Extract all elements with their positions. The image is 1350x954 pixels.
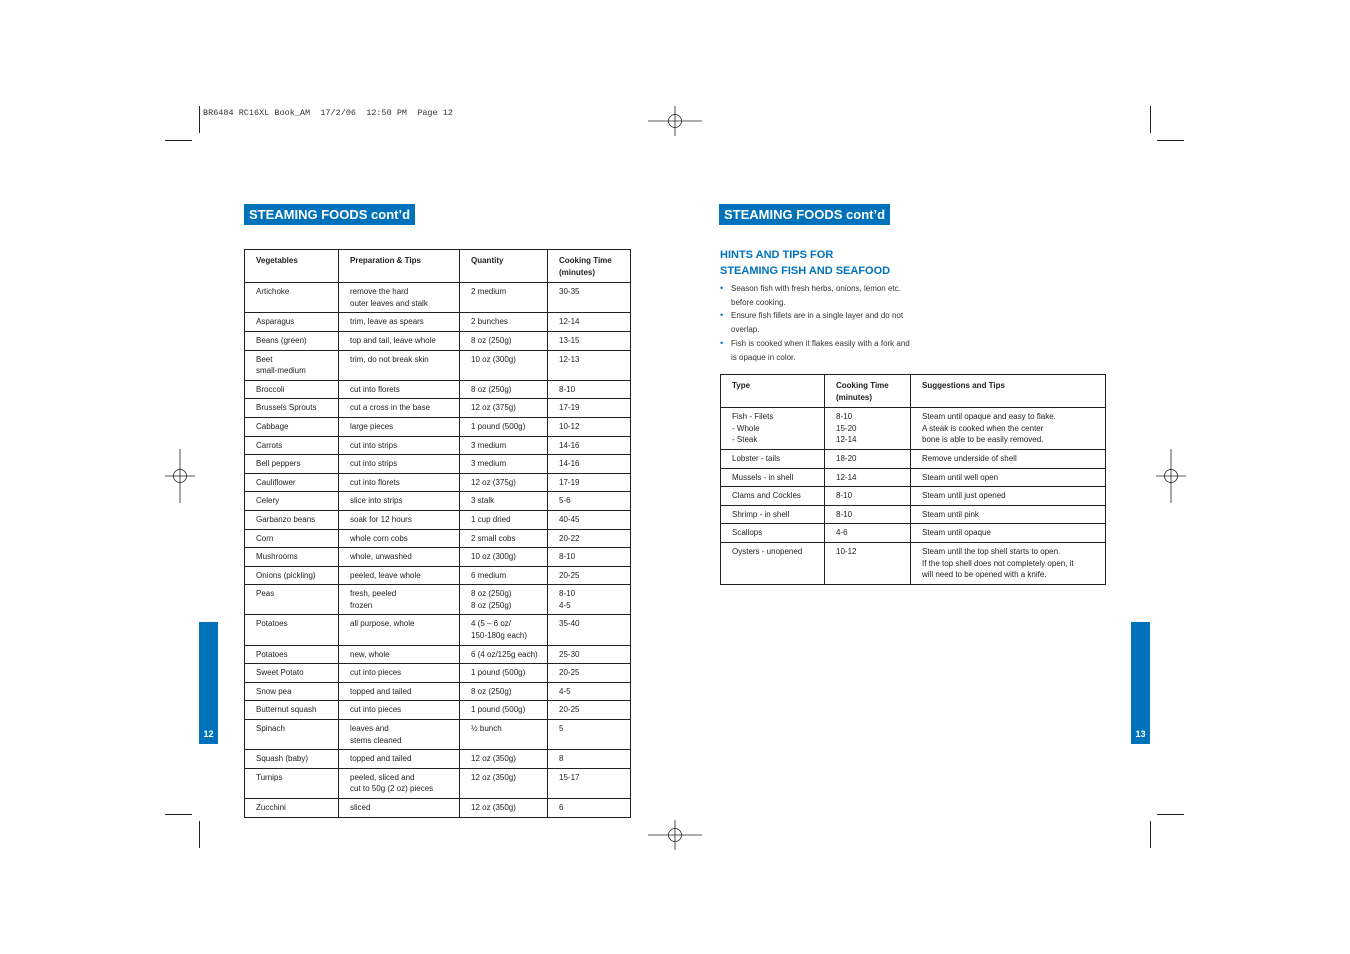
vegetable-table-cell: 40-45 (548, 510, 631, 529)
vegetable-table-cell: 8-10 (548, 380, 631, 399)
vegetable-table-cell: 8 oz (250g) (460, 380, 548, 399)
vegetable-table-cell: 12-13 (548, 350, 631, 380)
vegetable-table-cell: 14-16 (548, 436, 631, 455)
vegetable-table-cell: Zucchini (245, 799, 339, 818)
vegetable-table-cell: 8 oz (250g) (460, 682, 548, 701)
vegetable-table-cell: 5-6 (548, 492, 631, 511)
vegetable-table-cell: Celery (245, 492, 339, 511)
vegetable-table-cell: Sweet Potato (245, 664, 339, 683)
seafood-table-header-cell: Suggestions and Tips (911, 375, 1106, 408)
vegetable-table-cell: cut into strips (339, 455, 460, 474)
seafood-table-cell: Steam until the top shell starts to open. If the top shell does not completely open, it will need to be opened with a knife. (911, 542, 1106, 584)
hints-heading-line2: STEAMING FISH AND SEAFOOD (720, 265, 891, 277)
vegetable-table-cell: Snow pea (245, 682, 339, 701)
seafood-table-cell: Steam until well open (911, 468, 1106, 487)
seafood-table-cell: 10-12 (825, 542, 911, 584)
vegetable-table-cell: cut into pieces (339, 664, 460, 683)
vegetable-table-cell: topped and tailed (339, 750, 460, 769)
vegetable-table-cell: 12 oz (350g) (460, 799, 548, 818)
vegetable-table-cell: Garbanzo beans (245, 510, 339, 529)
vegetable-table-cell: all purpose, whole (339, 615, 460, 645)
vegetable-table-cell: Corn (245, 529, 339, 548)
vegetable-table-cell: 20-25 (548, 566, 631, 585)
vegetable-table-row (245, 750, 631, 769)
seafood-table-cell: Steam until just opened (911, 487, 1106, 506)
seafood-table-row (721, 505, 1106, 524)
vegetable-table-cell: Broccoli (245, 380, 339, 399)
vegetable-table-cell: 20-25 (548, 701, 631, 720)
vegetable-table-cell: topped and tailed (339, 682, 460, 701)
vegetable-table-cell: whole, unwashed (339, 548, 460, 567)
seafood-table-row (721, 408, 1106, 450)
vegetable-table-cell: top and tail, leave whole (339, 331, 460, 350)
vegetable-table-cell: 12 oz (375g) (460, 473, 548, 492)
right-page-sidebar-tab (1131, 622, 1150, 744)
vegetable-table-row (245, 682, 631, 701)
vegetable-table-cell: 17-19 (548, 473, 631, 492)
seafood-table-cell: Steam until pink (911, 505, 1106, 524)
vegetable-table-cell: Carrots (245, 436, 339, 455)
hints-list-item: • Season fish with fresh herbs, onions, lemon etc. before cooking. (720, 283, 901, 307)
vegetable-table-header-cell: Preparation & Tips (339, 250, 460, 283)
vegetable-table-cell: trim, do not break skin (339, 350, 460, 380)
vegetable-table-cell: Bell peppers (245, 455, 339, 474)
vegetable-table-cell: 10-12 (548, 417, 631, 436)
vegetable-table-cell: cut a cross in the base (339, 399, 460, 418)
seafood-table-row (721, 468, 1106, 487)
seafood-steaming-table (720, 374, 1106, 585)
vegetable-table-header-cell: Cooking Time (minutes) (548, 250, 631, 283)
vegetable-table-cell: 4-5 (548, 682, 631, 701)
vegetable-table-row (245, 350, 631, 380)
vegetable-table-cell: cut into strips (339, 436, 460, 455)
vegetable-table-cell: Beans (green) (245, 331, 339, 350)
vegetable-table-cell: 3 stalk (460, 492, 548, 511)
vegetable-table-cell: 20-25 (548, 664, 631, 683)
left-page-number: 12 (203, 729, 214, 739)
vegetable-table-cell: 8-10 4-5 (548, 585, 631, 615)
hints-heading-line1: HINTS AND TIPS FOR (720, 249, 834, 261)
seafood-table-cell: Clams and Cockles (721, 487, 825, 506)
seafood-table-cell: Remove underside of shell (911, 449, 1106, 468)
vegetable-table-row (245, 417, 631, 436)
vegetable-table-cell: Butternut squash (245, 701, 339, 720)
vegetable-table-cell: 14-16 (548, 455, 631, 474)
vegetable-table-cell: Turnips (245, 768, 339, 798)
vegetable-table-cell: 1 pound (500g) (460, 664, 548, 683)
vegetable-table-cell: Cabbage (245, 417, 339, 436)
vegetable-table-row (245, 492, 631, 511)
vegetable-table-cell: soak for 12 hours (339, 510, 460, 529)
vegetable-table-cell: 2 medium (460, 283, 548, 313)
seafood-table-header-cell: Cooking Time (minutes) (825, 375, 911, 408)
vegetable-table-cell: Beet small-medium (245, 350, 339, 380)
vegetable-table-cell: 10 oz (300g) (460, 350, 548, 380)
seafood-table-cell: 8-10 (825, 487, 911, 506)
vegetable-table-cell: cut into florets (339, 380, 460, 399)
vegetable-table-cell: large pieces (339, 417, 460, 436)
vegetable-table-cell: 1 cup dried (460, 510, 548, 529)
vegetable-table-cell: 1 pound (500g) (460, 417, 548, 436)
vegetable-table-cell: new, whole (339, 645, 460, 664)
hints-heading (720, 247, 890, 279)
vegetable-table-row (245, 283, 631, 313)
vegetable-table-cell: Potatoes (245, 645, 339, 664)
vegetable-table-cell: 3 medium (460, 436, 548, 455)
vegetable-table-cell: 13-15 (548, 331, 631, 350)
vegetable-table-cell: Peas (245, 585, 339, 615)
vegetable-table-cell: Asparagus (245, 313, 339, 332)
vegetable-table-row (245, 380, 631, 399)
right-page-title: STEAMING FOODS cont’d (719, 204, 890, 225)
vegetable-table-cell: Squash (baby) (245, 750, 339, 769)
seafood-table-cell: Steam until opaque and easy to flake. A steak is cooked when the center bone is able to be easily removed. (911, 408, 1106, 450)
vegetable-table-cell: 4 (5 – 6 oz/ 150-180g each) (460, 615, 548, 645)
vegetable-table-cell: 6 (4 oz/125g each) (460, 645, 548, 664)
seafood-table-header-cell: Type (721, 375, 825, 408)
vegetable-table-row (245, 548, 631, 567)
vegetable-table-cell: 10 oz (300g) (460, 548, 548, 567)
vegetable-table-cell: cut into pieces (339, 701, 460, 720)
hints-list-item: • Fish is cooked when it flakes easily with a fork and is opaque in color. (720, 337, 910, 362)
left-page-title: STEAMING FOODS cont’d (244, 204, 415, 225)
vegetable-table-row (245, 615, 631, 645)
vegetable-table-cell: 12 oz (350g) (460, 750, 548, 769)
seafood-table-cell: Steam until opaque (911, 524, 1106, 543)
hints-list-item: • Ensure fish fillets are in a single layer and do not overlap. (720, 310, 904, 335)
vegetable-table-cell: leaves and stems cleaned (339, 720, 460, 750)
vegetable-table-cell: trim, leave as spears (339, 313, 460, 332)
vegetable-table-cell: peeled, leave whole (339, 566, 460, 585)
vegetable-table-row (245, 529, 631, 548)
vegetable-table-cell: 15-17 (548, 768, 631, 798)
vegetable-table-cell: sliced (339, 799, 460, 818)
vegetable-table-cell: 3 medium (460, 455, 548, 474)
registration-mark-bottom (648, 820, 702, 850)
vegetable-table-cell: 2 small cobs (460, 529, 548, 548)
vegetable-table-row (245, 331, 631, 350)
vegetable-table-cell: Spinach (245, 720, 339, 750)
vegetable-table-row (245, 768, 631, 798)
vegetable-table-cell: 2 bunches (460, 313, 548, 332)
seafood-table-cell: 8-10 (825, 505, 911, 524)
vegetable-table-cell: Onions (pickling) (245, 566, 339, 585)
seafood-table-cell: Oysters - unopened (721, 542, 825, 584)
seafood-table-row (721, 542, 1106, 584)
vegetable-table-row (245, 720, 631, 750)
seafood-table-row (721, 524, 1106, 543)
vegetable-table-cell: 25-30 (548, 645, 631, 664)
vegetable-steaming-table (244, 249, 631, 818)
vegetable-table-header-cell: Vegetables (245, 250, 339, 283)
vegetable-table-cell: Artichoke (245, 283, 339, 313)
hints-list (720, 282, 910, 364)
seafood-table-cell: Mussels - in shell (721, 468, 825, 487)
vegetable-table-cell: 8-10 (548, 548, 631, 567)
registration-mark-top (648, 106, 702, 136)
registration-mark-left (165, 449, 195, 503)
vegetable-table-cell: 8 oz (250g) (460, 331, 548, 350)
vegetable-table-row (245, 313, 631, 332)
seafood-table-cell: 8-10 15-20 12-14 (825, 408, 911, 450)
seafood-table-row (721, 449, 1106, 468)
vegetable-table-cell: 20-22 (548, 529, 631, 548)
vegetable-table-cell: Brussels Sprouts (245, 399, 339, 418)
seafood-table-cell: 4-6 (825, 524, 911, 543)
vegetable-table-cell: 6 (548, 799, 631, 818)
vegetable-table-cell: remove the hard outer leaves and stalk (339, 283, 460, 313)
vegetable-table-cell: 6 medium (460, 566, 548, 585)
vegetable-table-cell: Potatoes (245, 615, 339, 645)
vegetable-table-cell: 12 oz (375g) (460, 399, 548, 418)
vegetable-table-row (245, 399, 631, 418)
vegetable-table-cell: 1 pound (500g) (460, 701, 548, 720)
vegetable-table-cell: 12-14 (548, 313, 631, 332)
vegetable-table-row (245, 645, 631, 664)
seafood-table-cell: 12-14 (825, 468, 911, 487)
vegetable-table-row (245, 585, 631, 615)
seafood-table-row (721, 487, 1106, 506)
vegetable-table-cell: Mushrooms (245, 548, 339, 567)
vegetable-table-row (245, 799, 631, 818)
vegetable-table-cell: slice into strips (339, 492, 460, 511)
vegetable-table-row (245, 664, 631, 683)
vegetable-table-row (245, 455, 631, 474)
vegetable-table-row (245, 510, 631, 529)
vegetable-table-cell: 8 (548, 750, 631, 769)
registration-mark-right (1156, 449, 1186, 503)
vegetable-table-cell: 17-19 (548, 399, 631, 418)
vegetable-table-cell: 8 oz (250g) 8 oz (250g) (460, 585, 548, 615)
seafood-table-cell: Lobster - tails (721, 449, 825, 468)
seafood-table-cell: Scallops (721, 524, 825, 543)
seafood-table-cell: 18-20 (825, 449, 911, 468)
vegetable-table-row (245, 701, 631, 720)
vegetable-table-cell: Cauliflower (245, 473, 339, 492)
vegetable-table-cell: cut into florets (339, 473, 460, 492)
vegetable-table-cell: 5 (548, 720, 631, 750)
right-page-number: 13 (1135, 729, 1146, 739)
seafood-table-cell: Shrimp - in shell (721, 505, 825, 524)
vegetable-table-row (245, 436, 631, 455)
vegetable-table-row (245, 473, 631, 492)
vegetable-table-header-cell: Quantity (460, 250, 548, 283)
vegetable-table-row (245, 566, 631, 585)
vegetable-table-cell: fresh, peeled frozen (339, 585, 460, 615)
vegetable-table-cell: 35-40 (548, 615, 631, 645)
vegetable-table-cell: whole corn cobs (339, 529, 460, 548)
vegetable-table-cell: 30-35 (548, 283, 631, 313)
vegetable-table-cell: ½ bunch (460, 720, 548, 750)
vegetable-table-cell: peeled, sliced and cut to 50g (2 oz) pieces (339, 768, 460, 798)
seafood-table-cell: Fish - Filets - Whole - Steak (721, 408, 825, 450)
left-page-sidebar-tab (199, 622, 218, 744)
vegetable-table-cell: 12 oz (350g) (460, 768, 548, 798)
print-slug: BR6484 RC16XL Book_AM 17/2/06 12:50 PM Page 12 (203, 108, 453, 118)
